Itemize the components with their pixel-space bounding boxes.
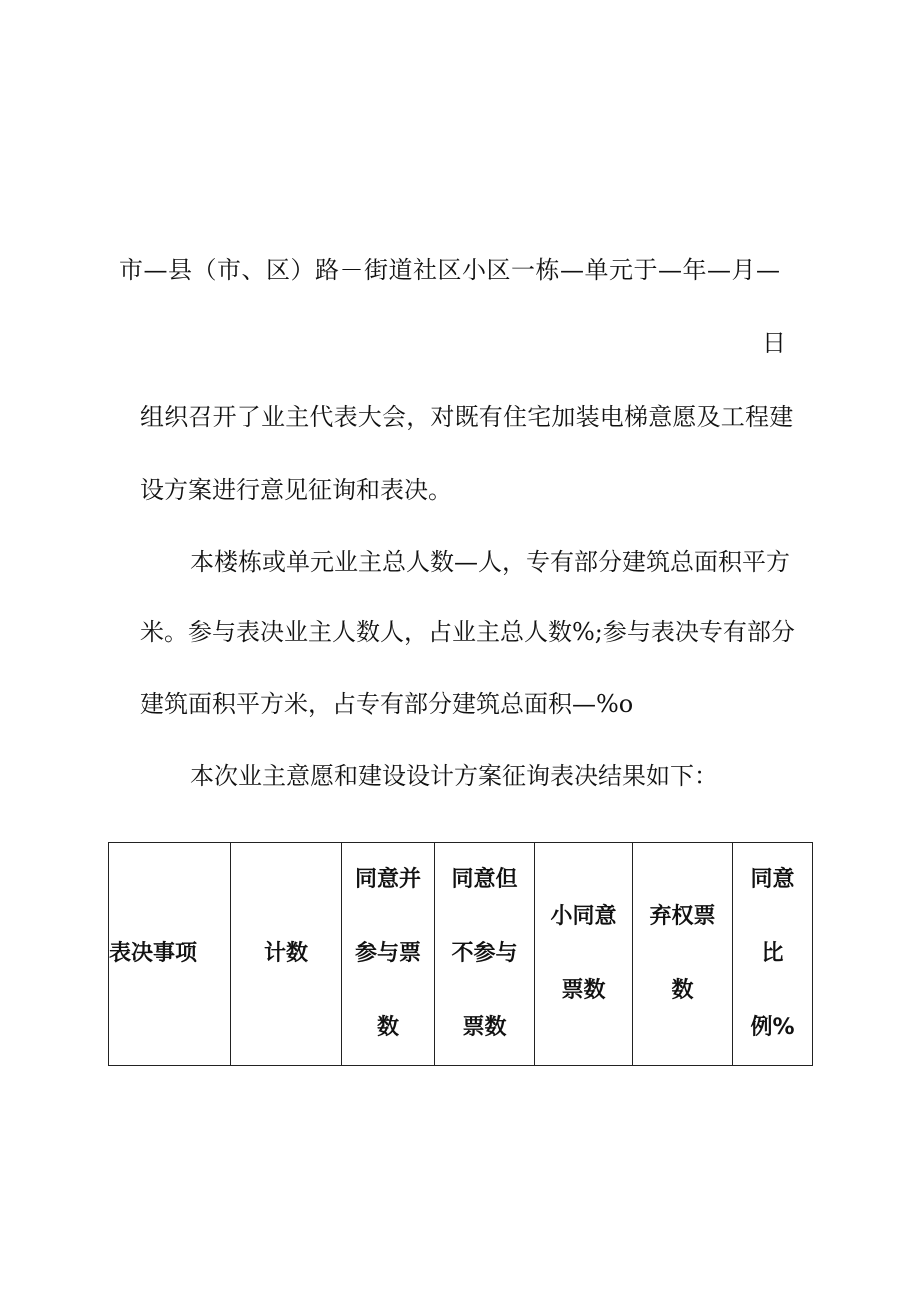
owner-stats-line-1: 本楼栋或单元业主总人数—人，专有部分建筑总面积平方 [190, 548, 790, 576]
notice-line-4: 设方案进行意见征询和表决。 [140, 476, 452, 504]
owner-stats-line-3: 建筑面积平方米，占专有部分建筑总面积—%o [140, 690, 634, 718]
header-agree-not-participate-line-2: 不参与 [451, 941, 518, 966]
header-agree-participate [342, 843, 435, 1066]
results-intro: 本次业主意愿和建设设计方案征询表决结果如下： [190, 762, 718, 790]
header-abstain-line-1: 弃权票 [649, 904, 716, 929]
header-agree-ratio-line-2: 比 [761, 941, 784, 966]
header-agree-participate-line-3: 数 [376, 1015, 399, 1040]
owner-stats-line-2: 米。参与表决业主人数人，占业主总人数%;参与表决专有部分 [140, 618, 795, 646]
header-disagree-line-1: 小同意 [550, 904, 617, 929]
notice-line-1: 市—县（市、区）路－街道社区小区一栋—单元于—年—月— [119, 256, 781, 284]
header-agree-participate-line-1: 同意并 [354, 867, 421, 892]
header-agree-ratio-line-3: 例% [750, 1015, 795, 1040]
header-agree-ratio-line-1: 同意 [750, 867, 795, 892]
notice-line-2: 日 [762, 329, 786, 357]
header-abstain [633, 843, 733, 1066]
header-agree-ratio [733, 843, 813, 1066]
header-agree-not-participate [435, 843, 535, 1066]
table-header-row [109, 843, 813, 1066]
header-agree-participate-line-2: 参与票 [354, 941, 421, 966]
header-abstain-line-2: 数 [671, 978, 694, 1003]
notice-line-3: 组织召开了业主代表大会，对既有住宅加装电梯意愿及工程建 [140, 403, 794, 431]
header-vote-item [109, 843, 231, 1066]
header-agree-not-participate-line-1: 同意但 [451, 867, 518, 892]
header-count-text: 计数 [263, 941, 308, 966]
header-count [231, 843, 342, 1066]
header-disagree-line-2: 票数 [561, 978, 606, 1003]
vote-result-table [108, 842, 813, 1066]
header-vote-item-text: 表决事项 [109, 941, 198, 966]
header-disagree [535, 843, 633, 1066]
header-agree-not-participate-line-3: 票数 [462, 1015, 507, 1040]
